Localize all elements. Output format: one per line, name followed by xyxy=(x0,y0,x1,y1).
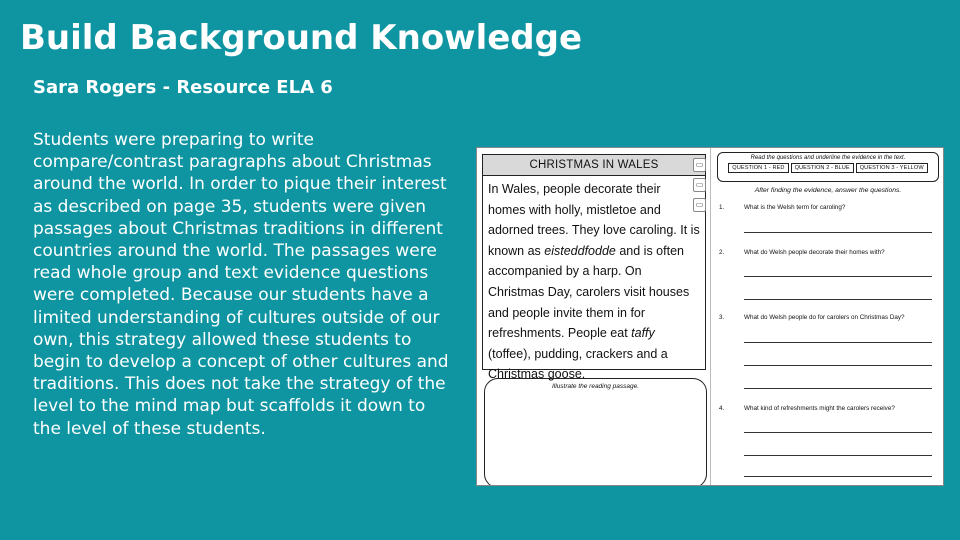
slide-body-text: Students were preparing to write compare/contrast paragraphs about Christmas around the world. In order to pique their interest as described on page 35, students were given passages about Christmas traditions in different countries around the world. The passages were read whole group and text evidence questions were completed. Because our students have a limited understanding of cultures outside of our own, this strategy allowed these students to begin to develop a concept of other cultures and traditions. This does not take the strategy of the level to the mind map but scaffolds it down to the level of these students. xyxy=(33,130,449,439)
question-text: What is the Welsh term for caroling? xyxy=(744,204,846,211)
passage-text-part: (toffee), pudding, crackers and a Christmas goose. xyxy=(488,346,668,382)
page-icon: ▭ xyxy=(693,198,706,212)
answer-line xyxy=(744,365,932,366)
answer-line xyxy=(744,388,932,389)
question-number: 4. xyxy=(719,405,725,412)
question-text: What do Welsh people decorate their homes with? xyxy=(744,249,885,256)
answer-line xyxy=(744,342,932,343)
question-tab: QUESTION 2 - BLUE xyxy=(791,163,854,173)
answer-line xyxy=(744,476,932,477)
question-number: 2. xyxy=(719,249,725,256)
question-number: 3. xyxy=(719,314,725,321)
passage-italic-term: taffy xyxy=(631,326,655,341)
slide-subtitle: Sara Rogers - Resource ELA 6 xyxy=(33,77,333,98)
passage-title: CHRISTMAS IN WALES xyxy=(483,155,705,176)
answer-line xyxy=(744,232,932,233)
answer-line xyxy=(744,455,932,456)
reading-passage xyxy=(482,154,706,382)
passage-side-icons xyxy=(693,158,707,218)
page-icon: ▭ xyxy=(693,158,706,172)
worksheet-image xyxy=(476,147,944,486)
question-tab: QUESTION 3 - YELLOW xyxy=(856,163,928,173)
instructions-text: Read the questions and underline the evidence in the text. xyxy=(750,155,906,161)
passage-italic-term: eisteddfodde xyxy=(544,243,616,258)
illustration-label: Illustrate the reading passage. xyxy=(551,383,640,390)
illustration-box xyxy=(484,378,707,486)
slide-title: Build Background Knowledge xyxy=(20,18,583,58)
worksheet-left-column xyxy=(480,152,705,482)
passage-text-part: and is often accompanied by a harp. On Christmas Day, carolers visit houses and people invite them in for refreshments. People eat xyxy=(488,243,690,341)
page-icon: ▭ xyxy=(693,178,706,192)
question-tab: QUESTION 1 - RED xyxy=(728,163,788,173)
instructions-box xyxy=(717,152,939,182)
question-color-tabs xyxy=(718,163,938,173)
answer-line xyxy=(744,299,932,300)
question-text: What do Welsh people do for carolers on Christmas Day? xyxy=(744,314,905,321)
after-evidence-text: After finding the evidence, answer the questions. xyxy=(754,187,902,194)
question-number: 1. xyxy=(719,204,725,211)
worksheet-divider xyxy=(710,148,711,486)
question-text: What kind of refreshments might the carolers receive? xyxy=(744,405,895,412)
answer-line xyxy=(744,276,932,277)
worksheet-right-column xyxy=(717,152,939,482)
passage-text xyxy=(483,176,705,385)
answer-line xyxy=(744,432,932,433)
passage-text-part: In Wales, people decorate their homes with holly, mistletoe and adorned trees. They love caroling. It is known as xyxy=(488,182,700,258)
